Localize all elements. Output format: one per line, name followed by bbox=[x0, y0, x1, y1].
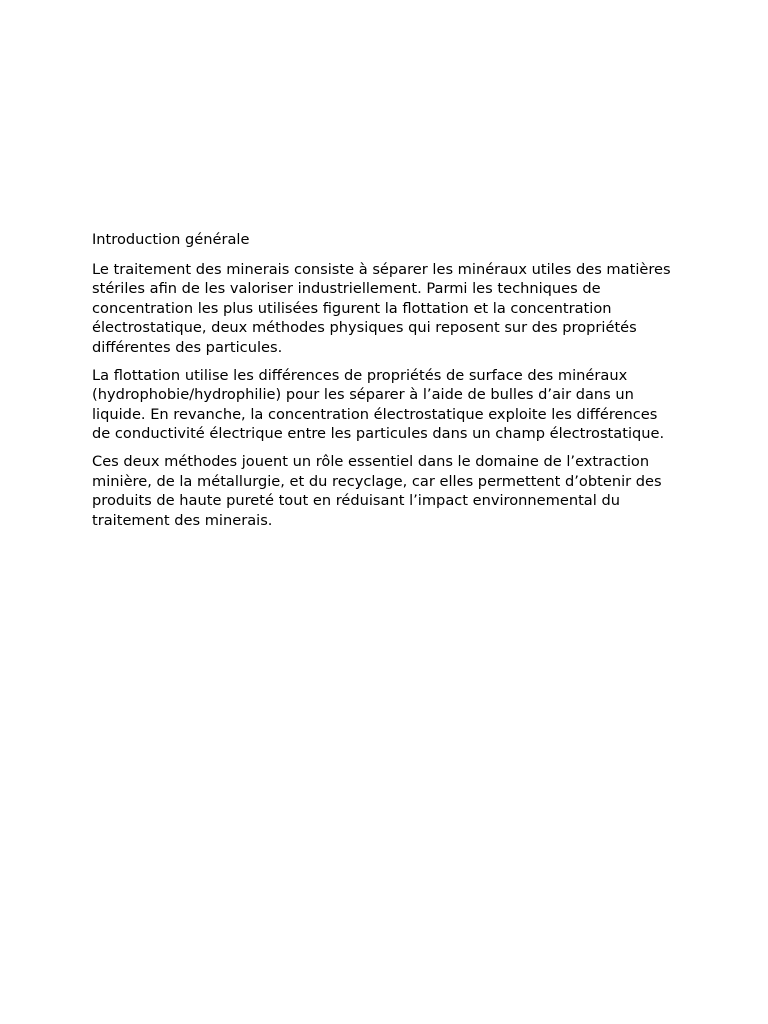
paragraph: Le traitement des minerais consiste à séparer les minéraux utiles des matières stériles afin de les valoriser industriellement. Parmi les techniques de concentration les plus utilisées figurent la flottation et la concentration électrostatique, deux méthodes physiques qui reposent sur des propriétés différentes des particules. bbox=[92, 260, 671, 356]
paragraph: Ces deux méthodes jouent un rôle essentiel dans le domaine de l’extraction minière, de la métallurgie, et du recyclage, car elles permettent d’obtenir des produits de haute pureté tout en réduisant l’impact environnemental du traitement des minerais. bbox=[92, 452, 662, 529]
document-body bbox=[92, 230, 672, 538]
paragraph: La flottation utilise les différences de propriétés de surface des minéraux (hydrophobie/hydrophilie) pour les séparer à l’aide de bulles d’air dans un liquide. En revanche, la concentration électrostatique exploite les différences de conductivité électrique entre les particules dans un champ électrostatique. bbox=[92, 366, 665, 443]
section-heading: Introduction générale bbox=[92, 231, 250, 248]
